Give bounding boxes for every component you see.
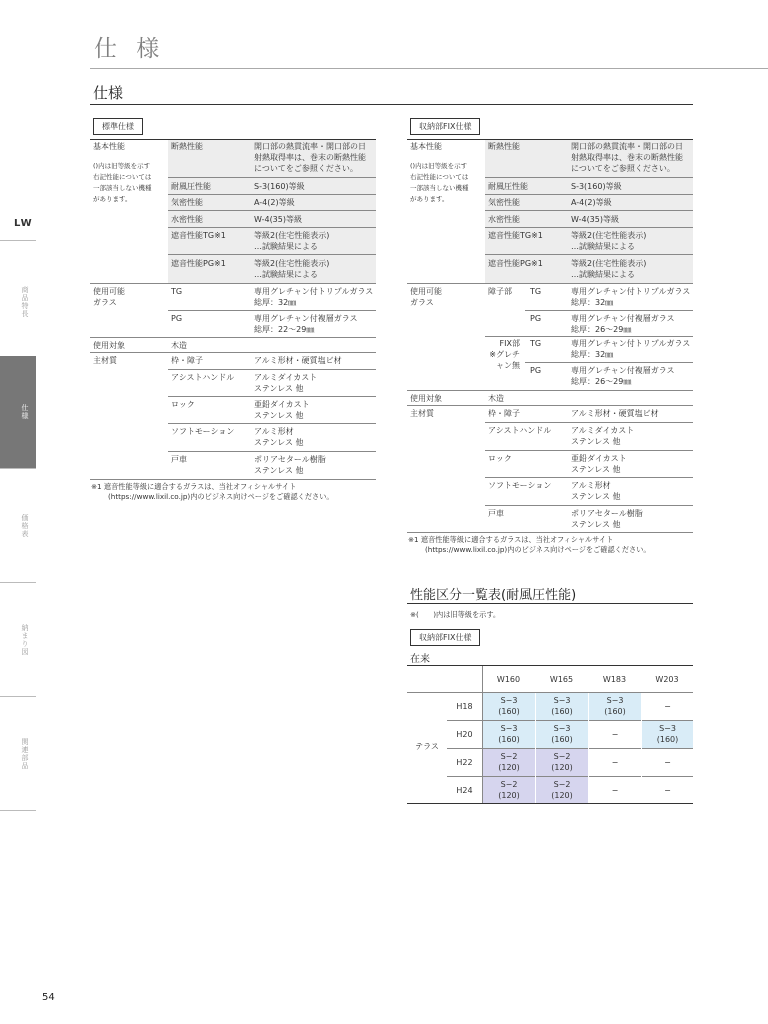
material-name: 枠・障子	[171, 356, 203, 365]
perf-name: 水密性能	[171, 215, 203, 224]
material-name: 戸車	[488, 509, 504, 518]
row-label: H18	[456, 702, 473, 711]
row-rule	[485, 210, 693, 211]
grade-cell: −	[664, 702, 671, 711]
nav-divider	[0, 810, 36, 811]
grade-cell: −	[611, 730, 619, 739]
target-value: 木造	[171, 341, 187, 350]
row-rule	[485, 422, 693, 423]
material-name: ロック	[171, 400, 195, 409]
grade-cell: S−3 (160)	[483, 693, 535, 720]
col-header: W165	[549, 675, 574, 684]
grade-note: ()内は旧等級を示す 右記性能については 一部該当しない機種 があります。	[410, 162, 469, 203]
material-label: 主材質	[410, 409, 434, 418]
grade-note: ※( )内は旧等級を示す。	[410, 610, 501, 619]
glass-label: 使用可能 ガラス	[410, 287, 442, 307]
grade-cell: S−3 (160)	[589, 693, 641, 720]
grade-top-rule	[407, 665, 693, 666]
glass-value: 専用グレチャン付トリプルガラス 総厚：32㎜	[571, 339, 691, 359]
material-value: アルミダイカスト ステンレス 他	[254, 373, 318, 393]
material-name: ソフトモーション	[171, 427, 235, 436]
material-value: アルミダイカスト ステンレス 他	[571, 426, 635, 446]
perf-name: 耐風圧性能	[488, 182, 528, 191]
row-rule	[485, 227, 693, 228]
glass-value: 専用グレチャン付複層ガラス 総厚：26〜29㎜	[571, 366, 675, 386]
perf-name: 遮音性能TG※1	[171, 231, 226, 240]
grade-cell: S−3 (160)	[536, 693, 588, 720]
perf-value: 等級2(住宅性能表示) …試験結果による	[571, 259, 647, 279]
col-rule	[641, 693, 642, 803]
material-value: アルミ形材 ステンレス 他	[571, 481, 621, 501]
section-rule	[90, 104, 693, 105]
perf-name: 遮音性能TG※1	[488, 231, 543, 240]
section-title: 仕様	[93, 84, 124, 102]
material-value: アルミ形材・硬質塩ビ材	[254, 356, 342, 365]
row-label: H20	[456, 730, 473, 739]
material-name: 戸車	[171, 455, 187, 464]
perf-name: 水密性能	[488, 215, 520, 224]
target-value: 木造	[488, 394, 504, 403]
row-rule	[168, 310, 376, 311]
nav-divider	[0, 582, 36, 583]
table-top-rule	[90, 139, 376, 140]
perf-name: 遮音性能PG※1	[488, 259, 543, 268]
material-value: アルミ形材・硬質塩ビ材	[571, 409, 659, 418]
row-rule	[407, 405, 693, 406]
perf-value: 等級2(住宅性能表示) …試験結果による	[254, 259, 330, 279]
page-number: 54	[42, 992, 55, 1003]
nav-item-lw[interactable]: LW	[14, 218, 33, 229]
glass-name: TG	[530, 339, 542, 348]
glass-value: 専用グレチャン付トリプルガラス 総厚：32㎜	[571, 287, 691, 307]
material-value: ポリアセタール樹脂 ステンレス 他	[571, 509, 643, 529]
perf-value: 等級2(住宅性能表示) …試験結果による	[254, 231, 330, 251]
perf-value: A-4(2)等級	[254, 198, 295, 207]
glass-group-fix: FIX部 ※グレチ ャン無	[489, 339, 520, 370]
glass-name: TG	[530, 287, 542, 296]
glass-group-sash: 障子部	[488, 287, 512, 296]
row-label: H24	[456, 786, 473, 795]
standard-spec-tag: 標準仕様	[93, 118, 143, 135]
material-value: 亜鉛ダイカスト ステンレス 他	[571, 454, 627, 474]
row-rule	[525, 362, 693, 363]
row-rule	[90, 337, 376, 338]
row-rule	[485, 194, 693, 195]
perf-name: 気密性能	[171, 198, 203, 207]
row-rule	[485, 505, 693, 506]
row-rule	[168, 254, 376, 255]
perf-value: 等級2(住宅性能表示) …試験結果による	[571, 231, 647, 251]
glass-name: PG	[530, 314, 542, 323]
header-rule	[90, 68, 768, 69]
glass-value: 専用グレチャン付トリプルガラス 総厚：32㎜	[254, 287, 374, 307]
material-value: ポリアセタール樹脂 ステンレス 他	[254, 455, 326, 475]
target-label: 使用対象	[410, 394, 442, 403]
row-rule	[168, 369, 376, 370]
side-nav	[0, 200, 36, 820]
perf-name: 断熱性能	[488, 142, 520, 151]
grade-note: ()内は旧等級を示す 右記性能については 一部該当しない機種 があります。	[93, 162, 152, 203]
target-label: 使用対象	[93, 341, 125, 350]
page-title: 仕 様	[94, 36, 166, 62]
footnote: ※1 遮音性能等級に適合するガラスは、当社オフィシャルサイト	[91, 482, 297, 491]
glass-value: 専用グレチャン付複層ガラス 総厚：26〜29㎜	[571, 314, 675, 334]
footnote: (https://www.lixil.co.jp)内のビジネス向けページをご確認ください。	[425, 545, 651, 554]
perf-value: A-4(2)等級	[571, 198, 612, 207]
grade-bottom-rule	[407, 803, 693, 804]
row-rule	[485, 254, 693, 255]
footnote: (https://www.lixil.co.jp)内のビジネス向けページをご確認ください。	[108, 492, 334, 501]
material-name: アシストハンドル	[488, 426, 552, 435]
grade-title-rule	[407, 603, 693, 604]
perf-value: S-3(160)等級	[571, 182, 622, 191]
material-value: アルミ形材 ステンレス 他	[254, 427, 304, 447]
basic-perf-label: 基本性能	[93, 142, 125, 151]
row-rule	[407, 390, 693, 391]
glass-name: PG	[530, 366, 542, 375]
material-name: アシストハンドル	[171, 373, 235, 382]
perf-name: 気密性能	[488, 198, 520, 207]
row-rule	[168, 227, 376, 228]
grade-cell: S−3 (160)	[483, 721, 535, 748]
grade-cell: −	[664, 758, 671, 767]
grade-cell: S−3 (160)	[642, 721, 693, 748]
table-top-rule	[407, 139, 693, 140]
nav-divider	[0, 696, 36, 697]
glass-value: 専用グレチャン付複層ガラス 総厚：22〜29㎜	[254, 314, 358, 334]
nav-divider	[0, 240, 36, 241]
row-rule	[407, 532, 693, 533]
material-value: 亜鉛ダイカスト ステンレス 他	[254, 400, 310, 420]
row-rule	[168, 210, 376, 211]
col-header: W203	[655, 675, 679, 684]
perf-name: 断熱性能	[171, 142, 203, 151]
row-rule	[168, 396, 376, 397]
material-name: 枠・障子	[488, 409, 520, 418]
col-rule	[535, 693, 536, 803]
material-name: ロック	[488, 454, 512, 463]
grade-cell: S−2 (120)	[536, 777, 588, 803]
nav-item-parts[interactable]: 関連部品	[21, 738, 29, 770]
material-label: 主材質	[93, 356, 117, 365]
footnote: ※1 遮音性能等級に適合するガラスは、当社オフィシャルサイト	[408, 535, 614, 544]
row-rule	[168, 194, 376, 195]
row-rule	[485, 450, 693, 451]
grade-cell: −	[611, 786, 619, 795]
row-rule	[168, 451, 376, 452]
grade-cell: S−2 (120)	[536, 749, 588, 776]
nav-item-drawings[interactable]: 納まり図	[21, 624, 29, 656]
grade-cell: S−3 (160)	[536, 721, 588, 748]
perf-value: 開口部の熱貫流率・開口部の日 射熱取得率は、巻末の断熱性能 についてをご参照ください。	[254, 142, 366, 173]
perf-name: 遮音性能PG※1	[171, 259, 226, 268]
nav-item-spec[interactable]: 仕様	[21, 404, 29, 420]
row-rule	[485, 477, 693, 478]
perf-value: 開口部の熱貫流率・開口部の日 射熱取得率は、巻末の断熱性能 についてをご参照ください。	[571, 142, 683, 173]
row-rule	[485, 177, 693, 178]
col-header: W160	[496, 675, 521, 684]
basic-perf-label: 基本性能	[410, 142, 442, 151]
col-header: W183	[602, 675, 627, 684]
glass-name: PG	[171, 314, 183, 323]
perf-value: W-4(35)等級	[254, 215, 302, 224]
row-label: H22	[456, 758, 473, 767]
glass-name: TG	[171, 287, 183, 296]
grade-table-title: 性能区分一覧表(耐風圧性能)	[410, 588, 577, 603]
perf-value: S-3(160)等級	[254, 182, 305, 191]
col-rule	[588, 693, 589, 803]
nav-item-spec-active[interactable]	[0, 356, 36, 468]
row-rule	[90, 479, 376, 480]
grade-tag: 収納部FIX仕様	[410, 629, 480, 646]
row-rule	[168, 177, 376, 178]
col-rule	[482, 666, 483, 803]
row-rule	[168, 423, 376, 424]
nav-divider	[0, 468, 36, 469]
grade-subtitle: 在来	[410, 654, 430, 665]
row-rule	[90, 352, 376, 353]
grade-cell: S−2 (120)	[483, 749, 535, 776]
material-name: ソフトモーション	[488, 481, 552, 490]
perf-name: 耐風圧性能	[171, 182, 211, 191]
nav-item-features[interactable]: 商品特長	[21, 286, 29, 318]
row-rule	[90, 283, 376, 284]
group-label: テラス	[415, 742, 439, 751]
row-rule	[407, 283, 693, 284]
glass-label: 使用可能 ガラス	[93, 287, 125, 307]
grade-cell: −	[664, 786, 671, 795]
grade-cell: −	[611, 758, 619, 767]
row-rule	[485, 336, 693, 337]
grade-cell: S−2 (120)	[483, 777, 535, 803]
fix-spec-tag: 収納部FIX仕様	[410, 118, 480, 135]
perf-value: W-4(35)等級	[571, 215, 619, 224]
nav-item-price[interactable]: 価格表	[21, 514, 29, 538]
row-rule	[525, 310, 693, 311]
